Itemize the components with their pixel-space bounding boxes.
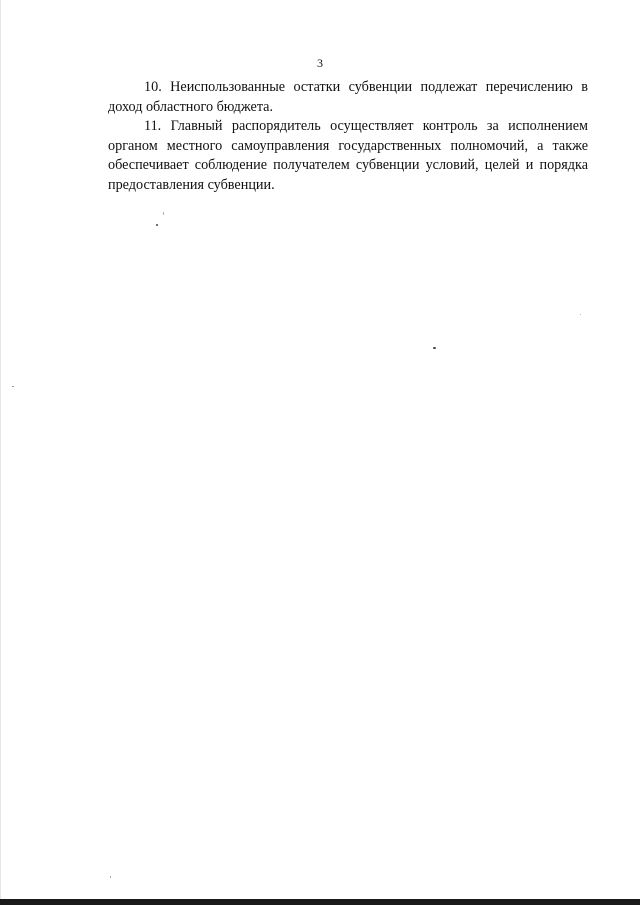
document-body [108, 78, 588, 196]
scan-speck [156, 224, 158, 226]
scan-speck [433, 347, 436, 349]
scan-speck [12, 386, 14, 387]
scan-left-edge [0, 0, 1, 905]
page-number: 3 [317, 56, 323, 70]
scan-bottom-edge [0, 899, 640, 905]
scan-speck [163, 212, 164, 215]
paragraph-11: 11. Главный распорядитель осуществляет контроль за исполнением органом местного самоуправления государственных полномочий, а также обеспечивает соблюдение получателем субвенции условий, целей и порядка предоставления субвенции. [108, 118, 588, 193]
paragraph-10: 10. Неиспользованные остатки субвенции подлежат перечислению в доход областного бюджета. [108, 79, 588, 115]
scan-speck [110, 876, 111, 878]
scan-speck [580, 314, 581, 315]
